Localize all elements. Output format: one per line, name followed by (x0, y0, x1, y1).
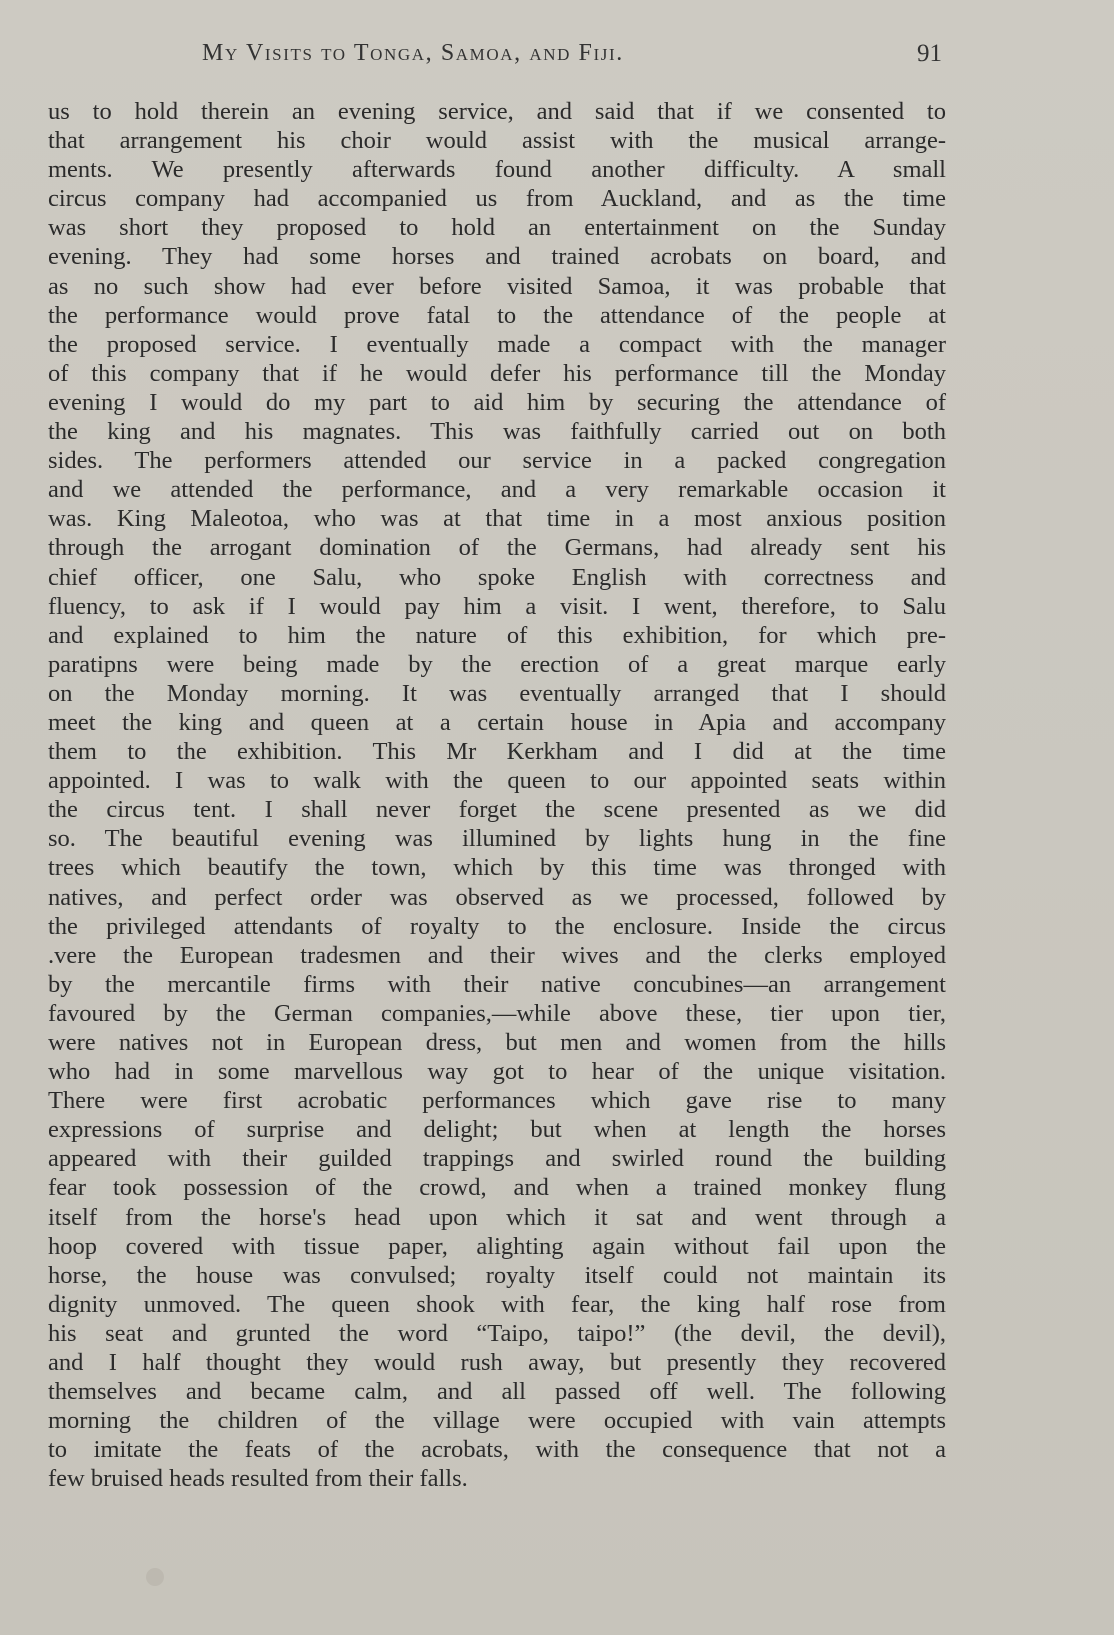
text-line: them to the exhibition. This Mr Kerkham and I did at the time (48, 738, 946, 766)
text-line: favoured by the German companies,—while above these, tier upon tier, (48, 999, 946, 1027)
text-line: on the Monday morning. It was eventually arranged that I should (48, 679, 946, 707)
body-paragraph (48, 97, 946, 1494)
text-line: and we attended the performance, and a very remarkable occasion it (48, 476, 946, 504)
text-line: and I half thought they would rush away, but presently they recovered (48, 1349, 946, 1377)
text-line: evening I would do my part to aid him by securing the attendance of (48, 388, 946, 416)
text-line: the performance would prove fatal to the attendance of the people at (48, 301, 946, 329)
text-line: few bruised heads resulted from their falls. (48, 1465, 468, 1493)
text-line: appeared with their guilded trappings and swirled round the building (48, 1145, 946, 1173)
text-line: There were first acrobatic performances which gave rise to many (48, 1087, 946, 1115)
text-line: as no such show had ever before visited Samoa, it was probable that (48, 272, 946, 300)
text-line: themselves and became calm, and all passed off well. The following (48, 1378, 946, 1406)
text-line: his seat and grunted the word “Taipo, taipo!” (the devil, the devil), (48, 1319, 946, 1347)
text-line: the privileged attendants of royalty to the enclosure. Inside the circus (48, 912, 946, 940)
text-line: trees which beautify the town, which by this time was thronged with (48, 854, 946, 882)
text-line: hoop covered with tissue paper, alighting again without fail upon the (48, 1232, 946, 1260)
text-line: fluency, to ask if I would pay him a visit. I went, therefore, to Salu (48, 592, 946, 620)
text-line: us to hold therein an evening service, and said that if we consented to (48, 98, 946, 125)
text-line: ments. We presently afterwards found another difficulty. A small (48, 156, 946, 184)
text-line: horse, the house was convulsed; royalty itself could not maintain its (48, 1261, 946, 1289)
text-line: the proposed service. I eventually made a compact with the manager (48, 330, 946, 358)
text-line: itself from the horse's head upon which it sat and went through a (48, 1203, 946, 1231)
page-number: 91 (917, 40, 942, 67)
text-line: natives, and perfect order was observed as we processed, followed by (48, 883, 946, 911)
text-line: sides. The performers attended our service in a packed congregation (48, 447, 946, 475)
text-line: who had in some marvellous way got to hear of the unique visitation. (48, 1058, 946, 1086)
text-line: and explained to him the nature of this exhibition, for which pre- (48, 621, 946, 649)
text-line: fear took possession of the crowd, and when a trained monkey flung (48, 1174, 946, 1202)
text-line: morning the children of the village were occupied with vain attempts (48, 1407, 946, 1435)
text-line: the king and his magnates. This was faithfully carried out on both (48, 418, 946, 446)
running-title: My Visits to Tonga, Samoa, and Fiji. (202, 40, 624, 66)
text-line: the circus tent. I shall never forget the scene presented as we did (48, 796, 946, 824)
text-line: that arrangement his choir would assist with the musical arrange- (48, 127, 946, 155)
text-line: meet the king and queen at a certain house in Apia and accompany (48, 708, 946, 736)
text-line: paratipns were being made by the erection of a great marque early (48, 650, 946, 678)
text-line: chief officer, one Salu, who spoke English with correctness and (48, 563, 946, 591)
text-line: dignity unmoved. The queen shook with fear, the king half rose from (48, 1290, 946, 1318)
text-line: was. King Maleotoa, who was at that time in a most anxious position (48, 505, 946, 533)
text-line: so. The beautiful evening was illumined by lights hung in the fine (48, 825, 946, 853)
running-head (48, 40, 946, 80)
paper-smudge (146, 1568, 164, 1586)
text-line: .vere the European tradesmen and their wives and the clerks employed (48, 941, 946, 969)
text-line: circus company had accompanied us from Auckland, and as the time (48, 185, 946, 213)
text-line: of this company that if he would defer his performance till the Monday (48, 359, 946, 387)
text-line: expressions of surprise and delight; but when at length the horses (48, 1116, 946, 1144)
text-line: appointed. I was to walk with the queen to our appointed seats within (48, 767, 946, 795)
text-line: to imitate the feats of the acrobats, with the consequence that not a (48, 1436, 946, 1464)
text-line: was short they proposed to hold an entertainment on the Sunday (48, 214, 946, 242)
text-line: evening. They had some horses and trained acrobats on board, and (48, 243, 946, 271)
text-line: through the arrogant domination of the Germans, had already sent his (48, 534, 946, 562)
text-line: by the mercantile firms with their native concubines—an arrangement (48, 970, 946, 998)
text-line: were natives not in European dress, but men and women from the hills (48, 1029, 946, 1056)
